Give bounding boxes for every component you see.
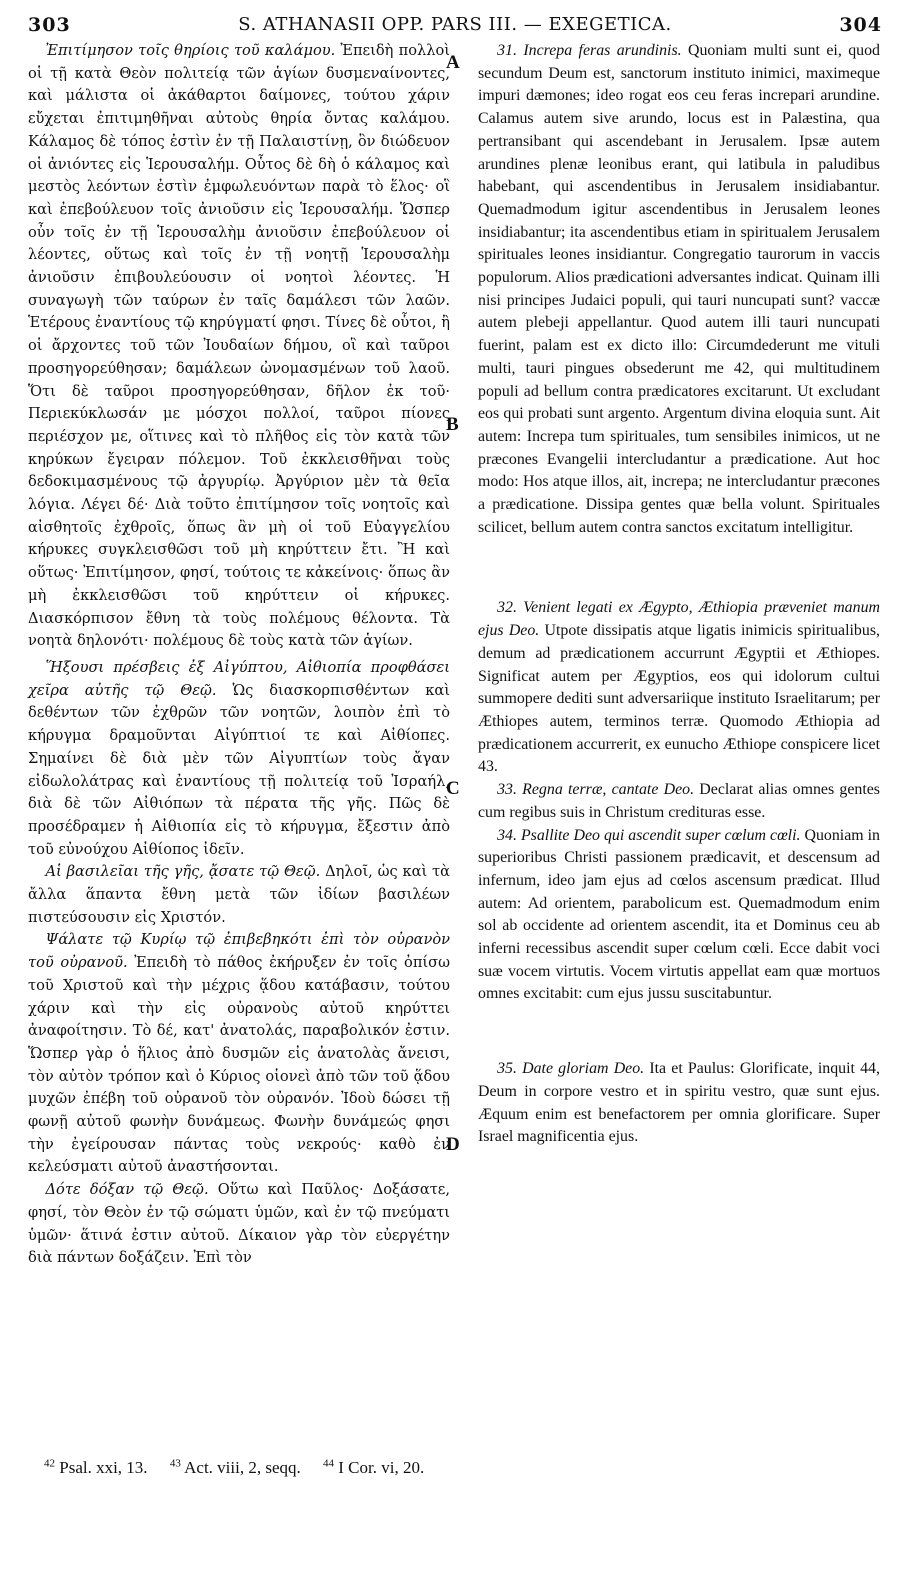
latin-section — [478, 40, 880, 539]
footnote — [170, 1458, 301, 1477]
greek-section — [28, 929, 450, 1179]
greek-text: Ἐπειδὴ τὸ πάθος ἐκήρυξεν ἐν τοῖς ὀπίσω τοῦ Χριστοῦ καὶ τὴν μέχρις ᾅδου κατάβασιν, τούτου χάριν καὶ τὴν εἰς οὐρανοὺς αὐτοῦ κηρύττει ἀναφοίτησιν. Τὸ δέ, κατ' ἀνατολάς, παραβολικόν ἐστιν. Ὥσπερ γὰρ ὁ ἥλιος ἀπὸ δυσμῶν εἰς ἀνατολὰς ἄνεισι, τὸν αὐτὸν τρόπον καὶ ὁ Κύριος οἱονεὶ ἀπὸ τῶν τοῦ ᾅδου μυχῶν ἐπέβη τοῦ οὐρανοῦ τὸν οὐρανόν. Ἰδοὺ δώσει τῇ φωνῇ αὐτοῦ φωνὴν δυνάμεως. Φωνὴν δυνάμεώς φησι τὴν ἐγείρουσαν πάντας τοὺς νεκρούς· καθὸ ἐν κελεύσματι αὐτοῦ ἀναστήσονται. — [28, 954, 450, 1176]
footnote-ref: Act. viii, 2, seqq. — [184, 1457, 301, 1477]
footnote-number: 43 — [169, 1457, 181, 1469]
greek-lemma: Δότε δόξαν τῷ Θεῷ. — [45, 1181, 209, 1199]
running-header — [28, 14, 882, 40]
page-number-right: 304 — [839, 14, 882, 36]
latin-text: Utpote dissipatis atque ligatis inimicis spiritualibus, demum ad prædicationem accurrunt Ægyptii et Æthiopes. Significat autem per Ægyptios, eos qui idolorum cultui summopere dediti sunt adversariique instituto Israelitarum; per Æthiopes autem, terminos terræ. Quomodo Æthiopia ad prædicationem accurrerit, ex eunucho Æthiope conspicere licet 43. — [478, 622, 880, 776]
latin-section — [478, 1058, 880, 1149]
greek-lemma: Ἥξουσι πρέσβεις ἐξ Αἰγύπτου, Αἰθιοπία προφθάσει χεῖρα αὐτῆς τῷ Θεῷ. — [28, 658, 450, 699]
latin-text: Quoniam multi sunt ei, quod secundum Deum est, sanctorum instituto inimici, maximeque impuri dæmones; ideo rogat eos ceu feras increpari arundine. Calamus autem sive arundo, locus est in Palæstina, qua pertransibant qui ascendebant in Jerusalem. Ipsæ autem arundines plenæ leonibus erant, qui latibula in paludibus habebant, qui ascendentibus in Jerusalem insidiabantur. Quemadmodum igitur ascendentibus in Jerusalem leones insidiabantur; ita ascendentibus etiam in spiritualem Jerusalem spirituales leones insidiantur. Congregatio taurorum in vaccis populorum. Alios prædicationi adversantes indicat. Quinam illi nisi principes Judaici populi, qui tauri nuncupati sunt? vaccæ autem plebeji appellantur. Quod autem illi tauri nuncupati fuerint, palam est ex dicto illo: Circumdederunt me vituli multi, tauri pingues obsederunt me 42, qui multitudinem populi ad bellum contra prædicatores excitarunt. Ut excludant eos qui probati sunt argento. Argentum divina eloquia sunt. Ait autem: Increpa tum spirituales, tum sensibiles inimicos, ut ne præcones Evangelii intercludantur a prædicatione. Aut hoc modo: Hos atque illos, ait, increpa; ne intercludantur præcones a prædicatione. Dissipa gentes quæ bella volunt. Spirituales scilicet, bellum autem contra sanctos excitatum intelligitur. — [478, 42, 880, 536]
greek-section — [28, 1179, 450, 1270]
greek-lemma: Ψάλατε τῷ Κυρίῳ τῷ ἐπιβεβηκότι ἐπὶ τὸν οὐρανὸν τοῦ οὐρανοῦ. — [28, 931, 450, 972]
latin-text: Declarat alias omnes gentes cum regibus suis in Christum credituras esse. — [478, 781, 880, 821]
footnotes — [44, 1457, 744, 1478]
latin-column — [478, 40, 880, 1149]
latin-section — [478, 597, 880, 779]
latin-lemma: 32. Venient legati ex Ægypto, Æthiopia præveniet manum ejus Deo. — [478, 599, 880, 640]
footnote — [323, 1458, 424, 1477]
footnote-ref: Psal. xxi, 13. — [59, 1457, 148, 1477]
latin-lemma: 35. Date gloriam Deo. — [497, 1060, 645, 1078]
latin-section — [478, 779, 880, 824]
footnote-number: 44 — [323, 1457, 335, 1469]
greek-text: Ἐπειδὴ πολλοὶ οἱ τῇ κατὰ Θεὸν πολιτείᾳ τῶν ἁγίων δυσμεναίνοντες, καὶ μάλιστα οἱ ἀκάθαρτοι δαίμονες, τούτου χάριν εὔχεται ἐπιτιμηθῆναι αὐτοὺς θηρία ὄντας καλάμου. Κάλαμος δὲ τόπος ἐστὶν ἐν τῇ Παλαιστίνῃ, ὃν διώδευον οἱ ἀνιόντες εἰς Ἱερουσαλήμ. Οὗτος δὲ δὴ ὁ κάλαμος καὶ μεστὸς λεόντων ἐστὶν ἐμφωλευόντων παρὰ τὸ ἕλος· οἳ καὶ ἐπεβούλευον τοῖς ἀνιοῦσιν εἰς Ἱερουσαλήμ. Ὥσπερ οὖν τοῖς ἐν τῇ Ἱερουσαλὴμ ἀνιοῦσιν ἐπεβούλευον οἱ λέοντες, οὕτως καὶ τοῖς ἐν τῇ νοητῇ Ἱερουσαλὴμ ἀνιοῦσιν ἐπιβουλεύουσιν οἱ νοητοὶ λέοντες. Ἡ συναγωγὴ τῶν ταύρων ἐν ταῖς δαμάλεσι τῶν λαῶν. Ἑτέρους ἐναντίους τῷ κηρύγματί φησι. Τίνες δὲ οὗτοι, ἢ οἱ ἄρχοντες τοῦ τῶν Ἰουδαίων δήμου, οἳ καὶ ταῦροι προσηγορεύθησαν; δαμάλεων ὠνομασμένων τοῦ λαοῦ. Ὅτι δὲ ταῦροι προσηγορεύθησαν, δῆλον ἐκ τοῦ· Περιεκύκλωσάν με μόσχοι πολλοί, ταῦροι πίονες περιέσχον με, οἵτινες καὶ τὸ πλῆθος εἰς τὸν κατὰ τῶν κηρύκων ἔγειραν πόλεμον. Τοῦ ἐκκλεισθῆναι τοὺς δεδοκιμασμένους τῷ ἀργυρίῳ. Ἀργύριον μὲν τὰ θεῖα λόγια. Λέγει δέ· Διὰ τοῦτο ἐπιτίμησον τοῖς νοητοῖς καὶ αἰσθητοῖς ἐχθροῖς, ὅπως ἂν μὴ οἱ τοῦ Εὐαγγελίου κήρυκες συγκλεισθῶσι τοῦ μὴ κηρύττειν ἔτι. Ἢ καὶ οὕτως· Ἐπιτίμησον, φησί, τούτοις τε κἀκείνοις· ὅπως ἂν μὴ ἐκκλεισθῶσι τοῦ κηρύττειν οἱ κήρυκες. Διασκόρπισον ἔθνη τὰ τοὺς πολέμους θέλοντα. Τὰ νοητὰ δηλονότι· πολέμους δὲ τοὺς κατὰ τῶν ἁγίων. — [28, 42, 451, 650]
margin-marker-b: B — [446, 414, 459, 435]
greek-lemma: Ἐπιτίμησον τοῖς θηρίοις τοῦ καλάμου. — [45, 42, 336, 59]
latin-section — [478, 825, 880, 1007]
latin-text: Ita et Paulus: Glorificate, inquit 44, Deum in corpore vestro et in spiritu vestro, quæ sunt ejus. Æquum enim est benefactorem per omnia glorificare. Super Israel magnificentia ejus. — [478, 1060, 880, 1146]
greek-lemma: Αἱ βασιλεῖαι τῆς γῆς, ᾄσατε τῷ Θεῷ. — [45, 863, 321, 881]
greek-section — [28, 40, 450, 653]
footnote — [44, 1458, 148, 1477]
footnote-number: 42 — [44, 1457, 55, 1469]
latin-lemma: 33. Regna terræ, cantate Deo. — [497, 781, 695, 799]
running-title: S. ATHANASII OPP. PARS III. — EXEGETICA. — [238, 14, 672, 35]
latin-lemma: 31. Increpa feras arundinis. — [497, 42, 682, 59]
margin-marker-d: D — [446, 1134, 460, 1155]
greek-text: Ὡς διασκορπισθέντων καὶ δεθέντων τῶν ἐχθρῶν τῶν νοητῶν, λοιπὸν ἐπὶ τὸ κήρυγμα δραμοῦνται Αἰγύπτιοί τε καὶ Αἰθίοπες. Σημαίνει δὲ διὰ μὲν τῶν Αἰγυπτίων τοὺς ἄγαν εἰδωλολάτρας καὶ ἐναντίους τῇ πολιτείᾳ τοῦ Ἰσραήλ, διὰ δὲ τῶν Αἰθιόπων τὰ πέρατα τῆς γῆς. Πῶς δὲ προσέδραμεν ἡ Αἰθιοπία εἰς τὸ κήρυγμα, ἔξεστιν ἀπὸ τοῦ εὐνούχου Αἰθίοπος ἰδεῖν. — [28, 681, 451, 858]
margin-marker-c: C — [446, 778, 460, 799]
latin-lemma: 34. Psallite Deo qui ascendit super cœlum cœli. — [497, 826, 801, 844]
page-number-left: 303 — [28, 14, 71, 36]
greek-column — [28, 40, 450, 1270]
greek-text: Οὕτω καὶ Παῦλος· Δοξάσατε, φησί, τὸν Θεὸν ἐν τῷ σώματι ὑμῶν, καὶ ἐν τῷ πνεύματι ὑμῶν· ἅτινά ἐστιν αὐτοῦ. Δίκαιον γὰρ τὸν εὐεργέτην διὰ πάντων δοξάζειν. Ἐπὶ τὸν — [28, 1181, 451, 1267]
greek-section — [28, 657, 450, 861]
greek-text: Δηλοῖ, ὡς καὶ τὰ ἄλλα ἅπαντα ἔθνη μετὰ τῶν ἰδίων βασιλέων πιστεύσουσιν εἰς Χριστόν. — [28, 863, 451, 926]
latin-text: Quoniam in superioribus Christi passionem prædicavit, et descensum ad infernum, ideo jam ejus ad cœlos ascensum prædicat. Illud autem: Ad orientem, parabolicum est. Quemadmodum enim sol ab occidente ad orientem ascendit, ita et Dominus ceu ab inferni recessibus ascendit super cœlum cœli. Ecce dabit voci suæ vocem virtutis. Vocem virtutis appellat eam quæ mortuos omnes excitabit: cum ejus jussu suscitabuntur. — [478, 826, 880, 1003]
greek-section — [28, 861, 450, 929]
margin-marker-a: A — [446, 52, 460, 73]
footnote-ref: I Cor. vi, 20. — [338, 1457, 425, 1477]
